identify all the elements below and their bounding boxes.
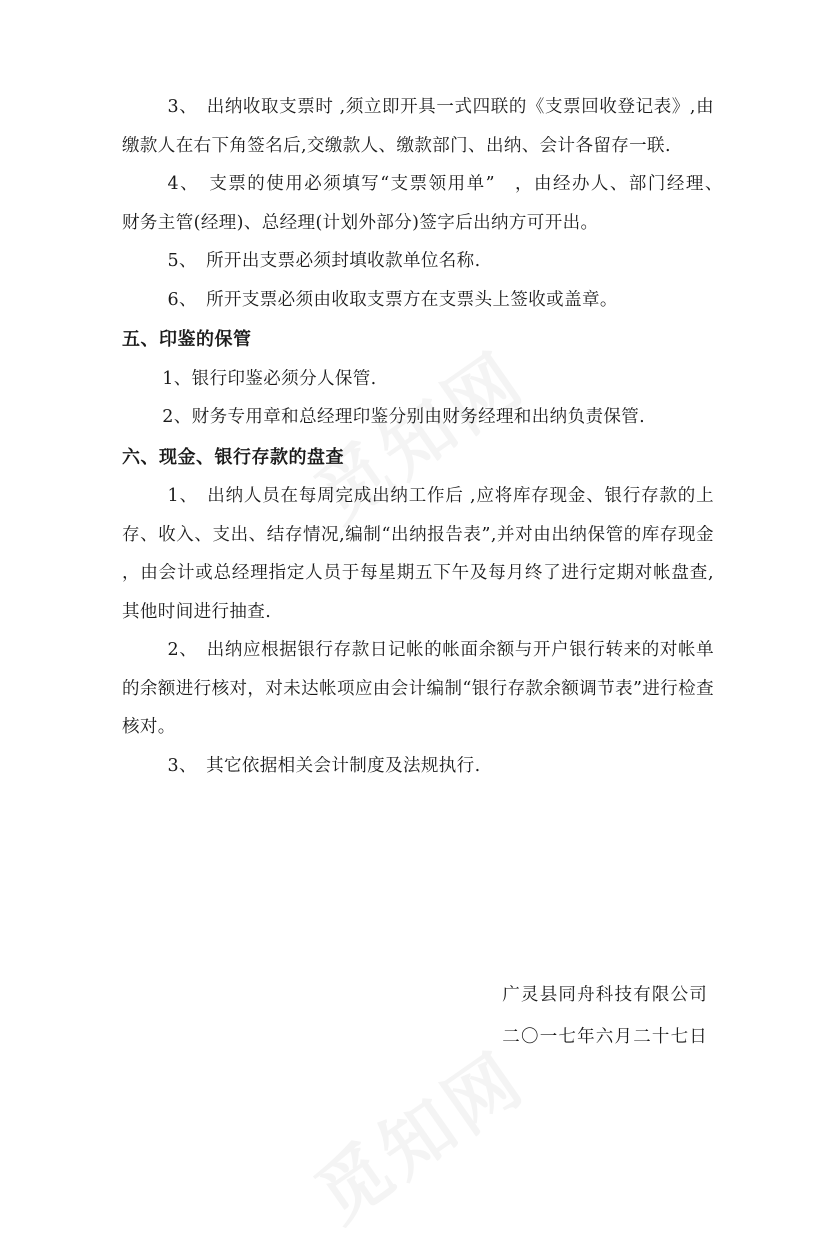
company-name: 广灵县同舟科技有限公司 — [502, 985, 708, 1005]
section-heading: 五、印鉴的保管 — [122, 329, 252, 350]
paragraph-item: 3、 其它依据相关会计制度及法规执行. — [167, 755, 481, 776]
paragraph-item: 2、 出纳应根据银行存款日记帐的帐面余额与开户银行转来的对帐单的余额进行核对，对未达帐项应由会计编制“银行存款余额调节表”进行检查核对。 — [122, 640, 714, 737]
paragraph-item: 4、 支票的使用必须填写“支票领用单” ，由经办人、部门经理、 财务主管(经理)、总经理(计划外部分)签字后出纳方可开出。 — [122, 174, 732, 233]
document-body — [122, 88, 732, 785]
paragraph-item: 1、 出纳人员在每周完成出纳工作后 ,应将库存现金、银行存款的上存、收入、支出、结存情况,编制“出纳报告表”,并对由出纳保管的库存现金 ，由会计或总经理指定人员于每星期五下午及每月终了进行定期对帐盘查,其他时间进行抽查. — [122, 486, 714, 622]
paragraph-item: 1、银行印鉴必须分人保管. — [162, 368, 377, 389]
paragraph-item: 5、 所开出支票必须封填收款单位名称. — [167, 251, 481, 271]
cheque-rules-section — [122, 88, 732, 319]
signature-block — [502, 974, 708, 1058]
section-heading: 六、现金、银行存款的盘查 — [122, 446, 344, 468]
cash-audit-section — [122, 439, 714, 786]
seal-custody-section — [122, 321, 714, 437]
paragraph-item: 6、 所开支票必须由收取支票方在支票头上签收或盖章。 — [167, 289, 618, 310]
document-date: 二〇一七年六月二十七日 — [502, 1027, 708, 1047]
paragraph-item: 3、 出纳收取支票时 ,须立即开具一式四联的《支票回收登记表》,由缴款人在右下角签名后,交缴款人、缴款部门、出纳、会计各留存一联. — [122, 97, 714, 156]
paragraph-item: 2、财务专用章和总经理印鉴分别由财务经理和出纳负责保管. — [162, 407, 646, 427]
